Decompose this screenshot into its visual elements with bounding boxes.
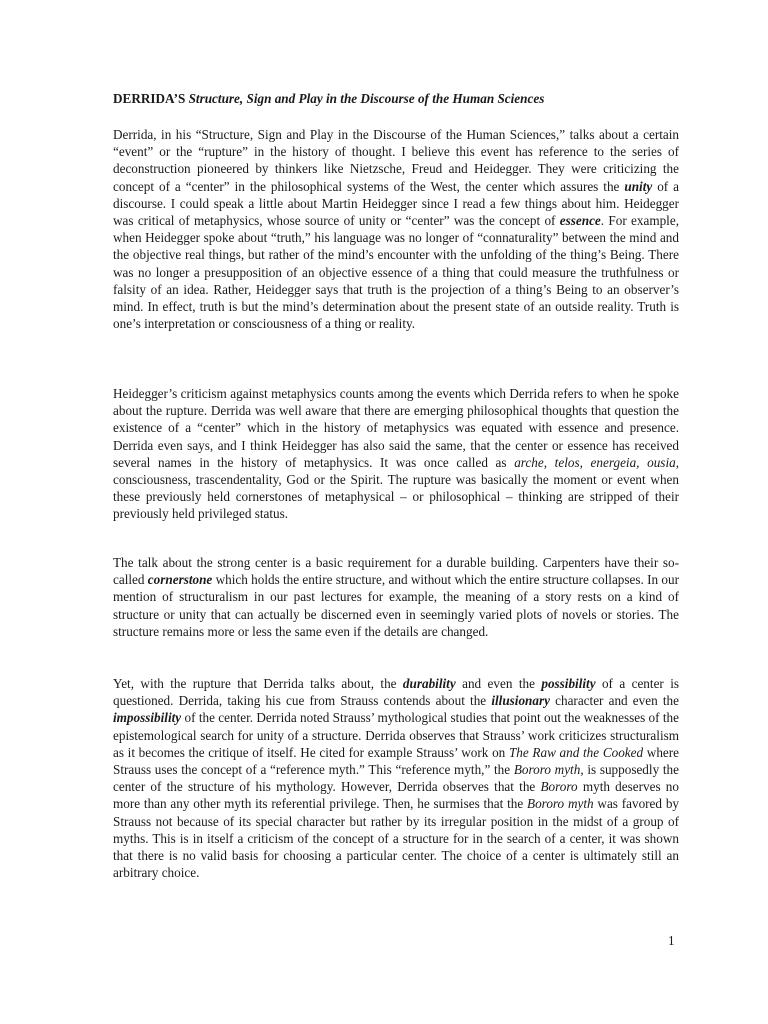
document-title <box>113 91 673 107</box>
p4-emph-illusionary: illusionary <box>491 693 550 709</box>
paragraph-2 <box>113 385 679 523</box>
p4-emph-durability: durability <box>402 676 456 691</box>
p4-emph-bororo-myth-2: Bororo myth <box>527 796 594 812</box>
p3-text-2: which holds the entire structure, and without which the entire structure collapses. In our mention of structuralism in our past lectures for example, the meaning of a story rests on a kind of structure or unity that can actually be discerned even in seemingly varied plots of novels or stories. The structure remains more or less the same even if the details are changed. <box>113 572 680 639</box>
p4-text-7: , is supposedly the center of the structure of his mythology. However, Derrida observes that the <box>113 762 679 795</box>
p4-text-5: of the center. Derrida noted Strauss’ mythological studies that point out the weaknesses of the epistemological search for unity of a structure. Derrida observes that Strauss’ work criticizes structuralism as it becomes the critique of itself. He cited for example Strauss’ work on <box>113 710 679 760</box>
p4-emph-raw-and-cooked: The Raw and the Cooked <box>508 744 644 760</box>
p4-text-2: and even the <box>455 676 542 691</box>
p3-emph-cornerstone: cornerstone <box>147 572 213 588</box>
p4-text-4: character and even the <box>549 693 679 709</box>
page-number: 1 <box>668 933 675 948</box>
p1-emph-essence: essence <box>559 213 601 229</box>
p4-text-1: Yet, with the rupture that Derrida talks about, the <box>113 676 403 691</box>
p4-emph-bororo-myth-1: Bororo myth <box>513 762 581 778</box>
p3-text-1: The talk about the strong center is a basic requirement for a durable building. Carpenters have their so-called <box>113 555 679 588</box>
paragraph-1 <box>113 126 679 332</box>
p1-emph-unity: unity <box>624 178 653 194</box>
p4-emph-bororo: Bororo <box>540 779 578 795</box>
p1-text-1: Derrida, in his “Structure, Sign and Play in the Discourse of the Human Sciences,” talks about a certain “event” or the “rupture” in the history of thought. I believe this event has reference to the series of deconstruction pioneered by thinkers like Nietzsche, Freud and Heidegger. They were criticizing the concept of a “center” in the philosophical systems of the West, the center which assures the <box>113 127 679 194</box>
p2-text-2: , consciousness, trascendentality, God or the Spirit. The rupture was basically the moment or event when these previously held cornerstones of metaphysical – or philosophical – thinking are stripped of their previously held privileged status. <box>113 454 679 522</box>
paragraph-3 <box>113 554 679 640</box>
p2-emph-terms: arche, telos, energeia, ousia <box>514 454 676 470</box>
p4-emph-impossibility: impossibility <box>113 710 182 726</box>
title-lead: DERRIDA’S <box>113 91 189 106</box>
p4-text-3: of a center is questioned. Derrida, taking his cue from Strauss contends about the <box>113 676 680 709</box>
p4-text-6: where Strauss uses the concept of a “reference myth.” This “reference myth,” the <box>113 744 680 778</box>
p1-text-2: of a discourse. I could speak a little about Martin Heidegger since I read a few things about him. Heidegger was critical of metaphysics, whose source of unity or “center” was the concept of <box>113 178 680 229</box>
title-work: Structure, Sign and Play in the Discourse of the Human Sciences <box>188 91 545 106</box>
p4-text-8: myth deserves no more than any other myth its referential privilege. Then, he surmises that the <box>113 779 679 812</box>
p1-text-3: . For example, when Heidegger spoke about “truth,” his language was no longer of “connaturality” between the mind and the objective real things, but rather of the mind’s encounter with the unfolding of the thing’s Being. There was no longer a presupposition of an objective essence of a thing that could measure the truthfulness or falsity of an idea. Rather, Heidegger says that truth is the projection of a thing’s Being to an observer’s mind. In effect, truth is but the mind’s determination about the present state of an outside reality. Truth is one’s interpretation or consciousness of a thing or reality. <box>113 213 679 332</box>
p4-emph-possibility: possibility <box>541 676 596 691</box>
p4-text-9: was favored by Strauss not because of its special character but rather by its irregular position in the midst of a group of myths. This is in itself a criticism of the concept of a structure for in the search of a center, it was shown that there is no valid basis for choosing a particular center. The choice of a center is ultimately still an arbitrary choice. <box>113 796 680 881</box>
paragraph-4 <box>113 675 679 881</box>
p2-text-1: Heidegger’s criticism against metaphysics counts among the events which Derrida refers to when he spoke about the rupture. Derrida was well aware that there are emerging philosophical thoughts that question the existence of a “center” which in the history of metaphysics was equated with essence and presence. Derrida even says, and I think Heidegger has also said the same, that the center or essence has received several names in the history of metaphysics. It was once called as <box>113 386 679 470</box>
